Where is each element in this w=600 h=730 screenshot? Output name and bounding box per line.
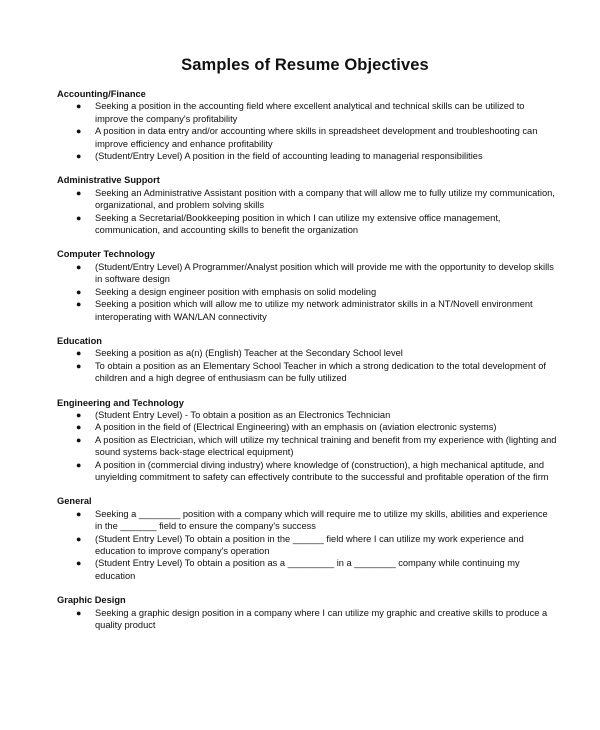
section-heading: Education <box>57 335 102 346</box>
bullet-icon: ● <box>76 286 82 297</box>
section-heading: Computer Technology <box>57 249 155 260</box>
objective-list <box>57 347 557 384</box>
section-graphic-design <box>57 594 557 631</box>
list-item <box>57 459 557 484</box>
objective-text: (Student/Entry Level) A position in the field of accounting leading to managerial responsibilities <box>95 151 483 162</box>
objective-text: Seeking a graphic design position in a company where I can utilize my graphic and creative skills to produce a quality product <box>95 607 548 631</box>
list-item <box>57 557 557 582</box>
section-general <box>57 495 557 582</box>
objective-list <box>57 187 557 237</box>
bullet-icon: ● <box>76 101 82 112</box>
section-heading: Accounting/Finance <box>57 89 146 99</box>
objective-text: (Student Entry Level) To obtain a position as a _________ in a ________ company while continuing my education <box>95 558 520 581</box>
bullet-icon: ● <box>76 187 82 198</box>
section-accounting-finance <box>57 88 557 162</box>
objective-text: To obtain a position as an Elementary School Teacher in which a strong dedication to the total development of children and a high degree of enthusiasm can be fully utilized <box>95 360 547 384</box>
bullet-icon: ● <box>76 151 82 162</box>
list-item <box>57 347 557 359</box>
list-item <box>57 261 557 286</box>
objective-text: (Student/Entry Level) A Programmer/Analyst position which will provide me with the opportunity to develop skills in software design <box>95 261 554 285</box>
list-item <box>57 421 557 433</box>
list-item <box>57 100 557 125</box>
list-item <box>57 434 557 459</box>
bullet-icon: ● <box>76 261 82 272</box>
list-item <box>57 607 557 632</box>
section-heading: Administrative Support <box>57 175 160 186</box>
page-title: Samples of Resume Objectives <box>181 56 429 74</box>
bullet-icon: ● <box>76 299 82 310</box>
bullet-icon: ● <box>76 360 82 371</box>
objective-text: Seeking a ________ position with a company which will require me to utilize my skills, abilities and experience in the _______ field to ensure the company's success <box>95 508 548 532</box>
objective-text: Seeking an Administrative Assistant position with a company that will allow me to fully utilize my communication, organizational, and problem solving skills <box>95 187 555 211</box>
objective-text: Seeking a Secretarial/Bookkeeping position in which I can utilize my extensive office management, communication, and accounting skills to benefit the organization <box>95 212 501 236</box>
objective-text: A position in (commercial diving industry) where knowledge of (construction), a high mechanical aptitude, and unyielding commitment to safety can effectively contribute to the successful and profitable operation of the firm <box>95 459 549 482</box>
objective-text: Seeking a position which will allow me to utilize my network administrator skills in a NT/Novell environment interoperating with WAN/LAN connectivity <box>95 299 533 322</box>
section-heading: General <box>57 496 92 507</box>
objective-text: Seeking a position in the accounting field where excellent analytical and technical skills can be utilized to improve the company's profitability <box>95 101 525 124</box>
objective-text: A position as Electrician, which will utilize my technical training and benefit from my experience with (lighting and sound systems back-stage electrical equipment) <box>95 434 557 458</box>
list-item <box>57 125 557 150</box>
list-item <box>57 360 557 385</box>
section-heading: Graphic Design <box>57 595 126 606</box>
bullet-icon: ● <box>76 212 82 223</box>
bullet-icon: ● <box>76 607 82 618</box>
section-computer-technology <box>57 248 557 322</box>
objective-list <box>57 261 557 323</box>
section-engineering-and-technology <box>57 397 557 484</box>
bullet-icon: ● <box>76 558 82 569</box>
objective-text: (Student Entry Level) - To obtain a position as an Electronics Technician <box>95 409 391 420</box>
objective-text: A position in the field of (Electrical Engineering) with an emphasis on (aviation electronic systems) <box>95 422 497 433</box>
bullet-icon: ● <box>76 533 82 544</box>
bullet-icon: ● <box>76 409 82 420</box>
objective-text: Seeking a position as a(n) (English) Teacher at the Secondary School level <box>95 348 403 359</box>
bullet-icon: ● <box>76 348 82 359</box>
bullet-icon: ● <box>76 422 82 433</box>
objective-list <box>57 100 557 162</box>
section-administrative-support <box>57 174 557 236</box>
list-item <box>57 187 557 212</box>
objective-list <box>57 409 557 483</box>
list-item <box>57 286 557 298</box>
section-heading: Engineering and Technology <box>57 397 184 408</box>
section-education <box>57 335 557 385</box>
bullet-icon: ● <box>76 434 82 445</box>
list-item <box>57 409 557 421</box>
bullet-icon: ● <box>76 126 82 137</box>
objective-text: Seeking a design engineer position with emphasis on solid modeling <box>95 286 377 297</box>
list-item <box>57 533 557 558</box>
list-item <box>57 212 557 237</box>
list-item <box>57 150 557 162</box>
list-item <box>57 298 557 323</box>
objectives-content <box>57 88 557 643</box>
bullet-icon: ● <box>76 508 82 519</box>
objective-text: (Student Entry Level) To obtain a position in the ______ field where I can utilize my work experience and education to improve company's operation <box>95 533 524 556</box>
objective-list <box>57 508 557 582</box>
objective-text: A position in data entry and/or accounting where skills in spreadsheet development and troubleshooting can improve efficiency and enhance profitability <box>95 126 538 149</box>
list-item <box>57 508 557 533</box>
objective-list <box>57 607 557 632</box>
bullet-icon: ● <box>76 459 82 470</box>
